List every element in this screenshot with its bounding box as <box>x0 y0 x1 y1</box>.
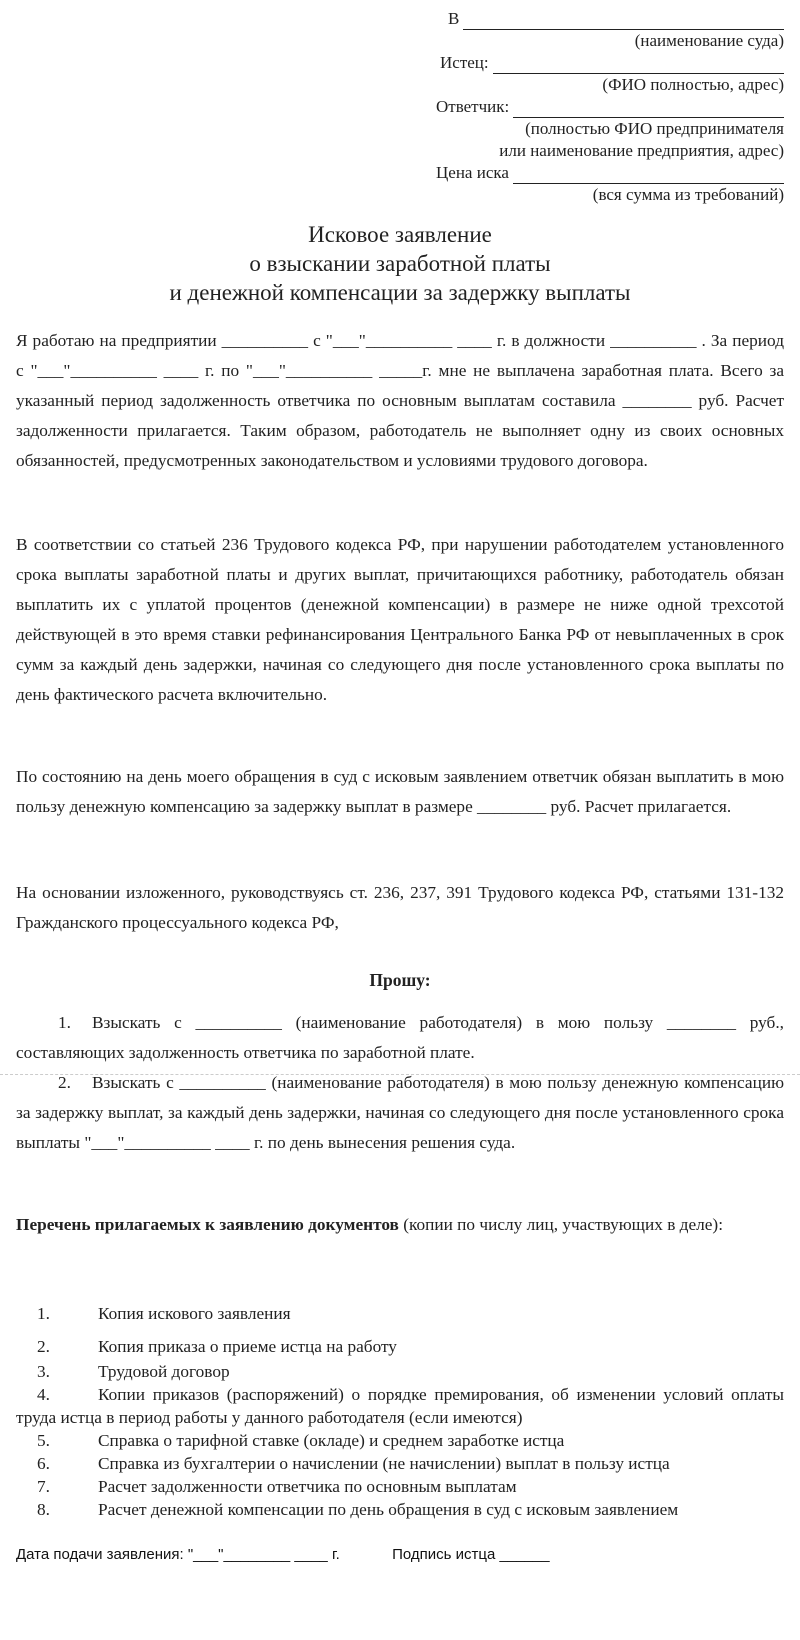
request-item-2-text: Взыскать с __________ (наименование работодателя) в мою пользу денежную компенсацию за задержку выплат, за каждый день задержки, начиная со следующего дня после установленного срока выплаты "___"__________ ____ г. по день вынесения решения суда. <box>16 1073 784 1152</box>
plaintiff-note: (ФИО полностью, адрес) <box>602 75 784 94</box>
request-item-2-number: 2. <box>58 1073 71 1092</box>
title-line-2: о взыскании заработной платы <box>249 251 551 276</box>
list-item: 1. Копия искового заявления <box>37 1304 291 1323</box>
list-item: 4. Копии приказов (распоряжений) о порядке премирования, об изменении условий оплаты труда истца в период работы у данного работодателя (если имеются) <box>16 1385 784 1427</box>
list-item: 5. Справка о тарифной ставке (окладе) и среднем заработке истца <box>37 1431 565 1450</box>
plaintiff-line <box>440 52 784 74</box>
title-line-3: и денежной компенсации за задержку выплаты <box>169 280 631 305</box>
price-label: Цена иска <box>436 163 509 182</box>
defendant-blank <box>513 99 784 118</box>
defendant-label: Ответчик: <box>436 97 510 116</box>
defendant-line <box>436 96 784 118</box>
request-heading: Прошу: <box>369 970 431 990</box>
addressee-block <box>436 8 784 206</box>
plaintiff-blank <box>493 55 784 74</box>
price-line <box>436 162 784 184</box>
list-item: 3. Трудовой договор <box>37 1362 230 1381</box>
signature-footer <box>16 1546 784 1563</box>
attachments-heading-rest: (копии по числу лиц, участвующих в деле): <box>398 1215 723 1234</box>
court-blank <box>463 11 784 30</box>
paragraph-basis: На основании изложенного, руководствуясь ст. 236, 237, 391 Трудового кодекса РФ, статьями 131-132 Гражданского процессуального кодекса РФ, <box>16 883 784 932</box>
title-line-1: Исковое заявление <box>308 222 492 247</box>
filing-date-field: Дата подачи заявления: "___"________ ____ г. <box>16 1546 340 1563</box>
court-line <box>448 8 784 30</box>
plaintiff-signature-field: Подпись истца ______ <box>392 1546 550 1563</box>
request-item-1-text: Взыскать с __________ (наименование работодателя) в мою пользу ________ руб., составляющих задолженность ответчика по заработной плате. <box>16 1013 784 1062</box>
list-item: 6. Справка из бухгалтерии о начислении (не начислении) выплат в пользу истца <box>37 1454 670 1473</box>
request-item-1 <box>16 1008 784 1068</box>
price-note: (вся сумма из требований) <box>592 185 784 204</box>
attachments-heading-bold: Перечень прилагаемых к заявлению документов <box>16 1215 399 1234</box>
paragraph-law-236: В соответствии со статьей 236 Трудового кодекса РФ, при нарушении работодателем установленного срока выплаты заработной платы и других выплат, причитающихся работнику, работодатель обязан выплатить их с уплатой процентов (денежной компенсации) в размере не ниже одной трехсотой действующей в это время ставки рефинансирования Центрального Банка РФ от невыплаченных в срок сумм за каждый день задержки, начиная со следующего дня после установленного срока выплаты по день фактического расчета включительно. <box>16 535 784 704</box>
price-blank <box>513 165 784 184</box>
list-item: 8. Расчет денежной компенсации по день обращения в суд с исковым заявлением <box>37 1500 679 1519</box>
defendant-note-2: или наименование предприятия, адрес) <box>499 141 784 160</box>
document-title <box>16 220 784 307</box>
court-note: (наименование суда) <box>634 31 784 50</box>
list-item: 2. Копия приказа о приеме истца на работу <box>37 1337 397 1356</box>
paragraph-employment: Я работаю на предприятии __________ с "___"__________ ____ г. в должности __________ . За период с "___"__________ ____ г. по "___"__________ _____г. мне не выплачена заработная плата. Всего за указанный период задолженность ответчика по основным выплатам составила ________ руб. Расчет задолженности прилагается. Таким образом, работодатель не выполняет одну из своих основных обязанностей, предусмотренных законодательством и условиями трудового договора. <box>16 331 784 470</box>
request-item-1-number: 1. <box>58 1013 71 1032</box>
request-item-2 <box>16 1068 784 1158</box>
attachments-heading <box>16 1210 784 1240</box>
paragraph-compensation: По состоянию на день моего обращения в суд с исковым заявлением ответчик обязан выплатить в мою пользу денежную компенсацию за задержку выплат в размере ________ руб. Расчет прилагается. <box>16 767 784 816</box>
list-item: 7. Расчет задолженности ответчика по основным выплатам <box>37 1477 517 1496</box>
attachments-list <box>16 1302 784 1521</box>
court-label: В <box>448 9 460 28</box>
plaintiff-label: Истец: <box>440 53 489 72</box>
defendant-note-1: (полностью ФИО предпринимателя <box>525 119 784 138</box>
